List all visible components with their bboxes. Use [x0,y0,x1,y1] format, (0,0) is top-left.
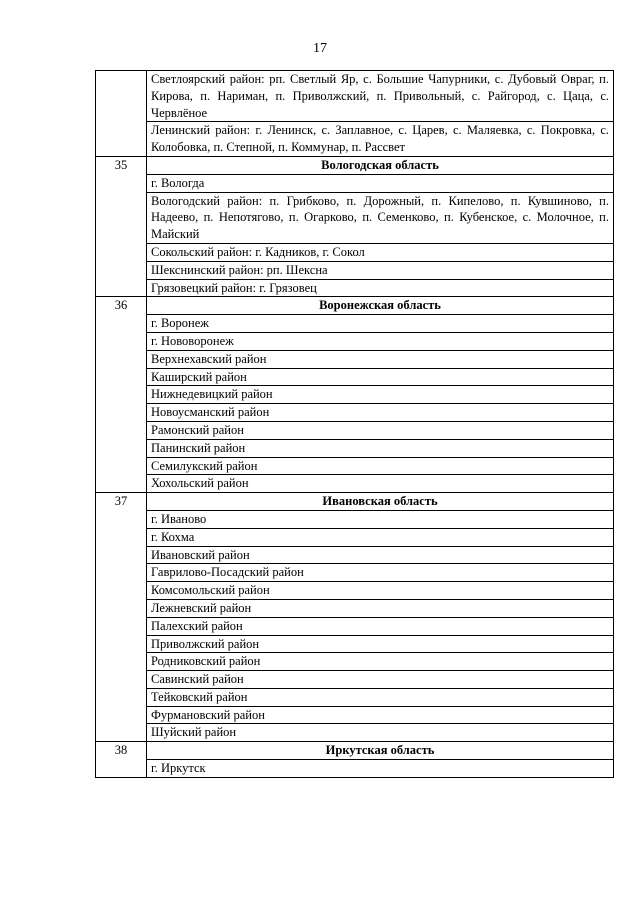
settlements-table [95,70,614,778]
settlement-cell: Фурмановский район [147,706,614,724]
settlement-cell: Ивановский район [147,546,614,564]
table-row [96,617,614,635]
table-row [96,332,614,350]
settlement-cell: Грязовецкий район: г. Грязовец [147,279,614,297]
table-row [96,671,614,689]
table-row [96,582,614,600]
settlement-cell: Семилукский район [147,457,614,475]
table-row [96,350,614,368]
table-row [96,510,614,528]
table-row [96,528,614,546]
section-number-cell [96,71,147,157]
settlement-cell: Приволжский район [147,635,614,653]
table-row [96,599,614,617]
page-number: 17 [313,41,327,56]
settlement-cell: Каширский район [147,368,614,386]
table-row [96,404,614,422]
settlement-cell: Родниковский район [147,653,614,671]
settlement-cell: Палехский район [147,617,614,635]
table-row [96,261,614,279]
settlement-cell: Лежневский район [147,599,614,617]
table-row [96,439,614,457]
table-row [96,760,614,778]
table-row [96,386,614,404]
table-row [96,192,614,243]
settlement-cell: г. Иркутск [147,760,614,778]
region-header-row [96,297,614,315]
settlement-cell: Панинский район [147,439,614,457]
table-row [96,71,614,122]
settlement-cell: Нижнедевицкий район [147,386,614,404]
settlement-cell: Шуйский район [147,724,614,742]
section-number-cell: 36 [96,297,147,493]
settlement-cell: Комсомольский район [147,582,614,600]
table-body [96,71,614,778]
settlement-cell: г. Воронеж [147,315,614,333]
region-title: Иркутская область [147,742,614,760]
settlement-cell: Вологодский район: п. Грибково, п. Дорожный, п. Кипелово, п. Кувшиново, п. Надеево, п. Непотягово, п. Огарково, п. Семенково, п. Кубенское, с. Молочное, п. Майский [147,192,614,243]
settlement-cell: Ленинский район: г. Ленинск, с. Заплавное, с. Царев, с. Маляевка, с. Покровка, с. Колобовка, п. Степной, п. Коммунар, п. Рассвет [147,122,614,157]
table-row [96,475,614,493]
table-row [96,724,614,742]
table-row [96,279,614,297]
settlement-cell: Новоусманский район [147,404,614,422]
table-row [96,653,614,671]
table-row [96,243,614,261]
settlement-cell: Савинский район [147,671,614,689]
settlement-cell: г. Иваново [147,510,614,528]
region-title: Воронежская область [147,297,614,315]
region-header-row [96,742,614,760]
settlement-cell: Верхнехавский район [147,350,614,368]
settlement-cell: Рамонский район [147,421,614,439]
region-title: Вологодская область [147,156,614,174]
table-row [96,457,614,475]
settlement-cell: Сокольский район: г. Кадников, г. Сокол [147,243,614,261]
settlement-cell: Тейковский район [147,688,614,706]
table-row [96,315,614,333]
table-row [96,368,614,386]
settlement-cell: Шекснинский район: рп. Шексна [147,261,614,279]
settlement-cell: г. Нововоронеж [147,332,614,350]
table-row [96,546,614,564]
section-number-cell: 38 [96,742,147,778]
settlement-cell: Хохольский район [147,475,614,493]
section-number-cell: 35 [96,156,147,296]
settlement-cell: Светлоярский район: рп. Светлый Яр, с. Большие Чапурники, с. Дубовый Овраг, п. Кирова, п. Нариман, п. Приволжский, п. Привольный, с. Райгород, с. Цаца, с. Червлёное [147,71,614,122]
settlement-cell: Гаврилово-Посадский район [147,564,614,582]
table-row [96,421,614,439]
settlement-cell: г. Вологда [147,174,614,192]
table-row [96,564,614,582]
table-row [96,122,614,157]
section-number-cell: 37 [96,493,147,742]
region-header-row [96,156,614,174]
region-header-row [96,493,614,511]
table-row [96,174,614,192]
table-row [96,706,614,724]
settlement-cell: г. Кохма [147,528,614,546]
region-title: Ивановская область [147,493,614,511]
table-row [96,635,614,653]
table-row [96,688,614,706]
